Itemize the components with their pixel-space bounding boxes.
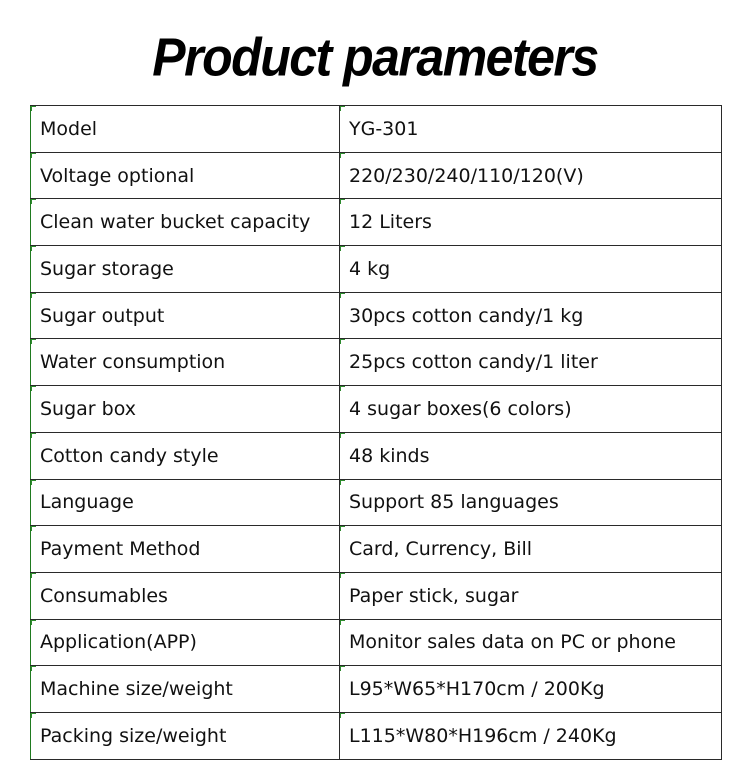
parameter-label: Machine size/weight bbox=[31, 666, 340, 713]
parameter-label: Application(APP) bbox=[31, 619, 340, 666]
parameters-table bbox=[30, 105, 722, 760]
table-row bbox=[31, 386, 722, 433]
table-row bbox=[31, 292, 722, 339]
table-row bbox=[31, 199, 722, 246]
parameter-label: Consumables bbox=[31, 572, 340, 619]
parameter-label: Payment Method bbox=[31, 526, 340, 573]
parameter-value: 25pcs cotton candy/1 liter bbox=[340, 339, 722, 386]
table-row bbox=[31, 619, 722, 666]
table-row bbox=[31, 666, 722, 713]
parameter-value: YG-301 bbox=[340, 106, 722, 153]
parameter-label: Language bbox=[31, 479, 340, 526]
parameter-value: Support 85 languages bbox=[340, 479, 722, 526]
parameter-label: Water consumption bbox=[31, 339, 340, 386]
table-row bbox=[31, 432, 722, 479]
table-row bbox=[31, 479, 722, 526]
table-row bbox=[31, 712, 722, 759]
parameter-label: Clean water bucket capacity bbox=[31, 199, 340, 246]
parameter-value: 30pcs cotton candy/1 kg bbox=[340, 292, 722, 339]
parameter-value: 48 kinds bbox=[340, 432, 722, 479]
table-row bbox=[31, 572, 722, 619]
parameter-value: 220/230/240/110/120(V) bbox=[340, 152, 722, 199]
parameter-value: L115*W80*H196cm / 240Kg bbox=[340, 712, 722, 759]
page-title: Product parameters bbox=[152, 26, 598, 88]
parameter-label: Model bbox=[31, 106, 340, 153]
table-row bbox=[31, 152, 722, 199]
parameter-label: Voltage optional bbox=[31, 152, 340, 199]
parameter-value: 4 kg bbox=[340, 246, 722, 293]
table-row bbox=[31, 526, 722, 573]
table-row bbox=[31, 246, 722, 293]
parameter-value: 4 sugar boxes(6 colors) bbox=[340, 386, 722, 433]
parameter-label: Sugar output bbox=[31, 292, 340, 339]
parameter-value: Card, Currency, Bill bbox=[340, 526, 722, 573]
table-row bbox=[31, 339, 722, 386]
parameter-label: Packing size/weight bbox=[31, 712, 340, 759]
parameter-value: Paper stick, sugar bbox=[340, 572, 722, 619]
parameter-value: L95*W65*H170cm / 200Kg bbox=[340, 666, 722, 713]
parameter-label: Sugar storage bbox=[31, 246, 340, 293]
table-row bbox=[31, 106, 722, 153]
parameter-label: Sugar box bbox=[31, 386, 340, 433]
parameter-value: 12 Liters bbox=[340, 199, 722, 246]
parameter-label: Cotton candy style bbox=[31, 432, 340, 479]
parameter-value: Monitor sales data on PC or phone bbox=[340, 619, 722, 666]
